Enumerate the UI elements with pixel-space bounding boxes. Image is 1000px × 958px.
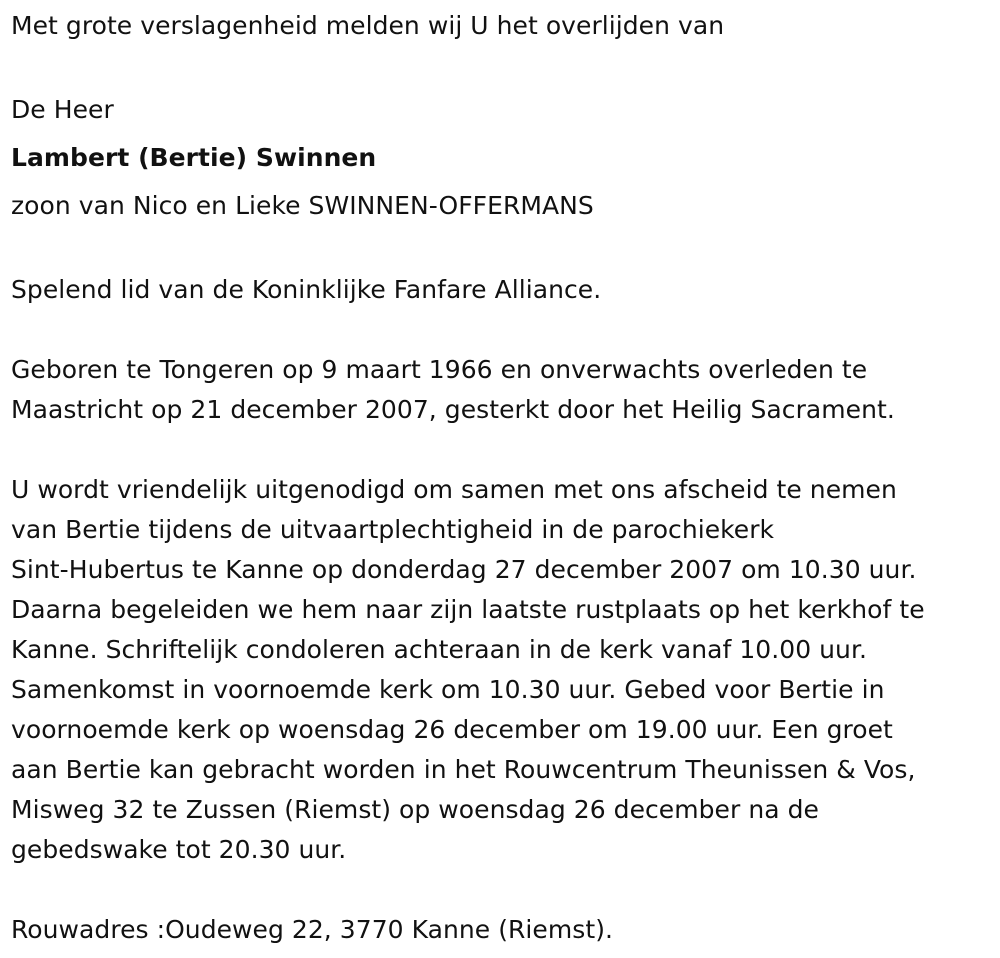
invitation-line: Sint-Hubertus te Kanne op donderdag 27 december 2007 om 10.30 uur. xyxy=(11,555,917,584)
spacer xyxy=(11,430,996,470)
birth-death-line: Maastricht op 21 december 2007, gesterkt door het Heilig Sacrament. xyxy=(11,395,895,424)
invitation-line: Samenkomst in voornoemde kerk om 10.30 uur. Gebed voor Bertie in xyxy=(11,675,885,704)
spacer xyxy=(11,46,996,86)
birth-death-line: Geboren te Tongeren op 9 maart 1966 en onverwachts overleden te xyxy=(11,355,868,384)
invitation-line: voornoemde kerk op woensdag 26 december om 19.00 uur. Een groet xyxy=(11,715,893,744)
invitation-line: Daarna begeleiden we hem naar zijn laatste rustplaats op het kerkhof te xyxy=(11,595,925,624)
invitation-line: U wordt vriendelijk uitgenodigd om samen met ons afscheid te nemen xyxy=(11,475,897,504)
invitation-line: Kanne. Schriftelijk condoleren achteraan in de kerk vanaf 10.00 uur. xyxy=(11,635,867,664)
salutation: De Heer xyxy=(11,95,114,124)
membership-line: Spelend lid van de Koninklijke Fanfare Alliance. xyxy=(11,275,602,304)
invitation-line: aan Bertie kan gebracht worden in het Rouwcentrum Theunissen & Vos, xyxy=(11,755,916,784)
parents-line: zoon van Nico en Lieke SWINNEN-OFFERMANS xyxy=(11,191,594,220)
deceased-name: Lambert (Bertie) Swinnen xyxy=(11,143,377,172)
invitation-line: Misweg 32 te Zussen (Riemst) op woensdag 26 december na de xyxy=(11,795,819,824)
invitation-line: van Bertie tijdens de uitvaartplechtigheid in de parochiekerk xyxy=(11,515,775,544)
spacer xyxy=(11,310,996,350)
intro-text: Met grote verslagenheid melden wij U het overlijden van xyxy=(11,11,725,40)
invitation-line: gebedswake tot 20.30 uur. xyxy=(11,835,347,864)
obituary-notice xyxy=(11,6,996,950)
spacer xyxy=(11,230,996,270)
spacer xyxy=(11,870,996,910)
mourning-address: Rouwadres :Oudeweg 22, 3770 Kanne (Riemst). xyxy=(11,915,613,944)
